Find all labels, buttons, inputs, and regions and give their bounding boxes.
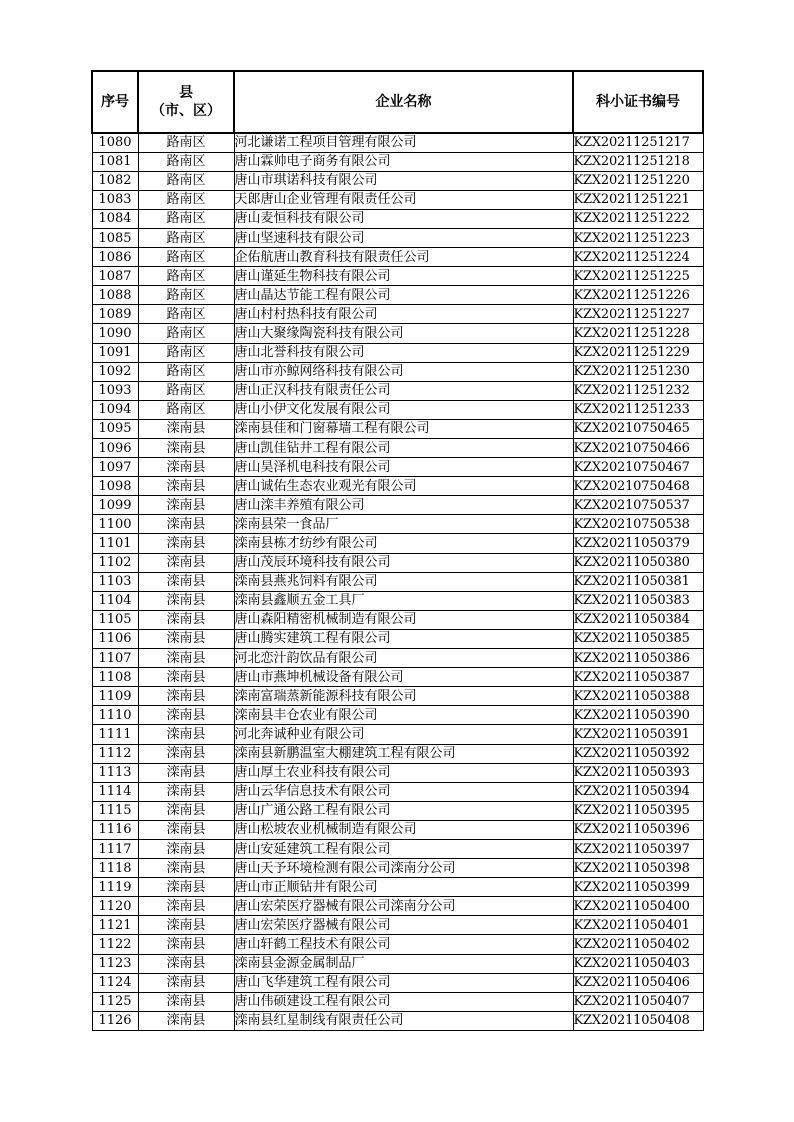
table-row [92,629,703,648]
row-index: 1095 [92,419,138,438]
table-row [92,439,703,458]
table-row [92,591,703,610]
row-county: 滦南县 [138,782,234,801]
row-index: 1111 [92,725,138,744]
row-cert-number: KZX20211050397 [573,839,703,858]
row-company-name: 滦南县栋才纺纱有限公司 [234,534,573,553]
row-index: 1096 [92,439,138,458]
header-county-line1: 县 [179,85,193,101]
row-company-name: 唐山坚速科技有限公司 [234,228,573,247]
row-company-name: 唐山小伊文化发展有限公司 [234,400,573,419]
table-row [92,553,703,572]
row-index: 1116 [92,820,138,839]
header-company: 企业名称 [234,71,573,133]
row-cert-number: KZX20211050386 [573,649,703,668]
row-county: 路南区 [138,133,234,152]
row-company-name: 唐山宏荣医疗器械有限公司 [234,916,573,935]
row-company-name: 唐山飞华建筑工程有限公司 [234,973,573,992]
row-company-name: 唐山森阳精密机械制造有限公司 [234,610,573,629]
row-index: 1084 [92,209,138,228]
table-row [92,324,703,343]
table-row [92,916,703,935]
row-cert-number: KZX20211050390 [573,706,703,725]
header-index: 序号 [92,71,138,133]
row-cert-number: KZX20211050396 [573,820,703,839]
row-index: 1125 [92,992,138,1011]
table-row [92,228,703,247]
row-index: 1105 [92,610,138,629]
row-county: 路南区 [138,286,234,305]
row-cert-number: KZX20211050387 [573,668,703,687]
table-row [92,152,703,171]
row-index: 1123 [92,954,138,973]
table-row [92,668,703,687]
row-company-name: 滦南县金源金属制品厂 [234,954,573,973]
row-company-name: 唐山霖帅电子商务有限公司 [234,152,573,171]
row-county: 滦南县 [138,916,234,935]
row-county: 滦南县 [138,839,234,858]
row-cert-number: KZX20210750466 [573,439,703,458]
row-index: 1101 [92,534,138,553]
row-county: 滦南县 [138,534,234,553]
row-index: 1106 [92,629,138,648]
row-company-name: 滦南县荣一食品厂 [234,515,573,534]
row-cert-number: KZX20211251229 [573,343,703,362]
row-index: 1100 [92,515,138,534]
row-cert-number: KZX20211050395 [573,801,703,820]
table-row [92,496,703,515]
row-index: 1080 [92,133,138,152]
row-index: 1087 [92,267,138,286]
row-cert-number: KZX20211050388 [573,687,703,706]
header-county-line2: （市、区） [151,103,221,119]
row-company-name: 唐山宏荣医疗器械有限公司滦南分公司 [234,897,573,916]
row-county: 滦南县 [138,629,234,648]
row-county: 路南区 [138,171,234,190]
table-row [92,458,703,477]
row-index: 1108 [92,668,138,687]
row-company-name: 唐山晶达节能工程有限公司 [234,286,573,305]
table-row [92,878,703,897]
row-county: 滦南县 [138,935,234,954]
table-row [92,744,703,763]
table-row [92,267,703,286]
row-company-name: 滦南县鑫顺五金工具厂 [234,591,573,610]
row-county: 路南区 [138,305,234,324]
row-cert-number: KZX20211050401 [573,916,703,935]
table-row [92,935,703,954]
row-company-name: 唐山村村热科技有限公司 [234,305,573,324]
row-index: 1083 [92,190,138,209]
row-index: 1113 [92,763,138,782]
row-cert-number: KZX20211050408 [573,1011,703,1030]
row-county: 滦南县 [138,763,234,782]
row-company-name: 河北谦诺工程项目管理有限公司 [234,133,573,152]
row-index: 1110 [92,706,138,725]
row-company-name: 唐山麦恒科技有限公司 [234,209,573,228]
row-county: 滦南县 [138,1011,234,1030]
row-index: 1118 [92,859,138,878]
row-cert-number: KZX20211050384 [573,610,703,629]
row-county: 滦南县 [138,973,234,992]
row-county: 滦南县 [138,687,234,706]
row-company-name: 唐山市琪诺科技有限公司 [234,171,573,190]
row-cert-number: KZX20210750467 [573,458,703,477]
row-county: 路南区 [138,228,234,247]
row-cert-number: KZX20211050402 [573,935,703,954]
row-county: 滦南县 [138,744,234,763]
row-cert-number: KZX20211251218 [573,152,703,171]
table-body [92,133,703,1030]
table-row [92,248,703,267]
row-company-name: 唐山大聚缘陶瓷科技有限公司 [234,324,573,343]
row-county: 滦南县 [138,725,234,744]
row-county: 滦南县 [138,820,234,839]
row-county: 路南区 [138,152,234,171]
row-index: 1092 [92,362,138,381]
row-index: 1089 [92,305,138,324]
table-row [92,381,703,400]
table-row [92,133,703,152]
row-company-name: 唐山市正顺钻井有限公司 [234,878,573,897]
row-cert-number: KZX20211050381 [573,572,703,591]
row-index: 1085 [92,228,138,247]
row-county: 滦南县 [138,897,234,916]
row-cert-number: KZX20211251226 [573,286,703,305]
row-index: 1104 [92,591,138,610]
row-county: 滦南县 [138,610,234,629]
table-row [92,477,703,496]
row-company-name: 天郎唐山企业管理有限责任公司 [234,190,573,209]
table-row [92,725,703,744]
row-county: 滦南县 [138,458,234,477]
row-county: 滦南县 [138,553,234,572]
row-cert-number: KZX20210750537 [573,496,703,515]
row-cert-number: KZX20211251230 [573,362,703,381]
row-county: 滦南县 [138,706,234,725]
header-cert: 科小证书编号 [573,71,703,133]
row-index: 1107 [92,649,138,668]
row-company-name: 唐山云华信息技术有限公司 [234,782,573,801]
row-county: 滦南县 [138,649,234,668]
table-row [92,973,703,992]
table-row [92,515,703,534]
row-county: 路南区 [138,267,234,286]
row-company-name: 唐山伟硕建设工程有限公司 [234,992,573,1011]
row-index: 1117 [92,839,138,858]
row-cert-number: KZX20211050394 [573,782,703,801]
table-row [92,419,703,438]
table-row [92,782,703,801]
row-index: 1119 [92,878,138,897]
row-company-name: 唐山诚佑生态农业观光有限公司 [234,477,573,496]
row-cert-number: KZX20211050400 [573,897,703,916]
table-row [92,954,703,973]
row-cert-number: KZX20211251233 [573,400,703,419]
row-index: 1103 [92,572,138,591]
table-row [92,209,703,228]
row-cert-number: KZX20211251223 [573,228,703,247]
row-index: 1093 [92,381,138,400]
table-row [92,820,703,839]
row-county: 路南区 [138,362,234,381]
row-index: 1091 [92,343,138,362]
row-index: 1120 [92,897,138,916]
row-index: 1109 [92,687,138,706]
row-company-name: 唐山轩鹤工程技术有限公司 [234,935,573,954]
row-index: 1102 [92,553,138,572]
row-cert-number: KZX20210750465 [573,419,703,438]
row-company-name: 唐山凯佳钻井工程有限公司 [234,439,573,458]
row-index: 1124 [92,973,138,992]
row-county: 滦南县 [138,878,234,897]
row-cert-number: KZX20211251224 [573,248,703,267]
table-row [92,286,703,305]
row-company-name: 唐山北誉科技有限公司 [234,343,573,362]
table-row [92,839,703,858]
row-index: 1098 [92,477,138,496]
row-company-name: 滦南县燕兆饲料有限公司 [234,572,573,591]
row-county: 路南区 [138,324,234,343]
row-index: 1094 [92,400,138,419]
row-county: 滦南县 [138,992,234,1011]
row-county: 路南区 [138,190,234,209]
row-company-name: 唐山市亦鲸网络科技有限公司 [234,362,573,381]
row-cert-number: KZX20211050391 [573,725,703,744]
row-company-name: 唐山茂辰环境科技有限公司 [234,553,573,572]
row-company-name: 滦南县丰仓农业有限公司 [234,706,573,725]
table-row [92,305,703,324]
row-company-name: 唐山市燕坤机械设备有限公司 [234,668,573,687]
row-company-name: 唐山天予环境检测有限公司滦南分公司 [234,859,573,878]
row-index: 1082 [92,171,138,190]
row-index: 1112 [92,744,138,763]
row-county: 滦南县 [138,954,234,973]
row-county: 滦南县 [138,859,234,878]
row-cert-number: KZX20211050403 [573,954,703,973]
row-county: 滦南县 [138,668,234,687]
row-county: 路南区 [138,209,234,228]
row-index: 1126 [92,1011,138,1030]
table-row [92,610,703,629]
row-cert-number: KZX20211251217 [573,133,703,152]
table-row [92,400,703,419]
table-row [92,649,703,668]
row-cert-number: KZX20211050393 [573,763,703,782]
table-row [92,534,703,553]
row-cert-number: KZX20211251227 [573,305,703,324]
row-company-name: 滦南县佳和门窗幕墙工程有限公司 [234,419,573,438]
row-index: 1114 [92,782,138,801]
row-company-name: 河北奔诚种业有限公司 [234,725,573,744]
row-index: 1086 [92,248,138,267]
row-company-name: 滦南富瑞蒸新能源科技有限公司 [234,687,573,706]
row-county: 滦南县 [138,591,234,610]
table-row [92,687,703,706]
row-company-name: 唐山滦丰养殖有限公司 [234,496,573,515]
header-county [138,71,234,133]
row-index: 1115 [92,801,138,820]
company-certificate-table [91,70,704,1031]
row-company-name: 河北恋汁韵饮品有限公司 [234,649,573,668]
header-row [92,71,703,133]
table-row [92,706,703,725]
row-cert-number: KZX20211050383 [573,591,703,610]
table-header [92,71,703,133]
row-company-name: 唐山厚土农业科技有限公司 [234,763,573,782]
row-cert-number: KZX20210750538 [573,515,703,534]
row-cert-number: KZX20211050398 [573,859,703,878]
table-row [92,801,703,820]
row-index: 1122 [92,935,138,954]
row-index: 1097 [92,458,138,477]
row-county: 滦南县 [138,477,234,496]
row-cert-number: KZX20211050399 [573,878,703,897]
row-index: 1099 [92,496,138,515]
row-cert-number: KZX20211050407 [573,992,703,1011]
row-county: 滦南县 [138,801,234,820]
row-company-name: 唐山松坡农业机械制造有限公司 [234,820,573,839]
row-cert-number: KZX20211050406 [573,973,703,992]
row-company-name: 唐山谨延生物科技有限公司 [234,267,573,286]
table-row [92,343,703,362]
row-company-name: 唐山昊泽机电科技有限公司 [234,458,573,477]
row-county: 滦南县 [138,439,234,458]
row-cert-number: KZX20211251222 [573,209,703,228]
row-company-name: 滦南县新鹏温室大棚建筑工程有限公司 [234,744,573,763]
row-county: 路南区 [138,248,234,267]
table-row [92,859,703,878]
row-cert-number: KZX20211251232 [573,381,703,400]
table-row [92,992,703,1011]
row-cert-number: KZX20211251228 [573,324,703,343]
row-cert-number: KZX20211251225 [573,267,703,286]
table-row [92,1011,703,1030]
row-cert-number: KZX20211050379 [573,534,703,553]
row-county: 滦南县 [138,515,234,534]
row-county: 滦南县 [138,496,234,515]
row-county: 滦南县 [138,419,234,438]
table-row [92,362,703,381]
row-cert-number: KZX20211050392 [573,744,703,763]
table-row [92,572,703,591]
row-cert-number: KZX20211050380 [573,553,703,572]
row-cert-number: KZX20211050385 [573,629,703,648]
row-index: 1121 [92,916,138,935]
row-cert-number: KZX20210750468 [573,477,703,496]
table-row [92,763,703,782]
table-row [92,190,703,209]
row-company-name: 唐山安延建筑工程有限公司 [234,839,573,858]
row-company-name: 滦南县红星制线有限责任公司 [234,1011,573,1030]
row-index: 1088 [92,286,138,305]
table-row [92,171,703,190]
row-company-name: 企佑航唐山教育科技有限责任公司 [234,248,573,267]
row-company-name: 唐山广通公路工程有限公司 [234,801,573,820]
row-company-name: 唐山正汉科技有限责任公司 [234,381,573,400]
row-county: 路南区 [138,343,234,362]
row-index: 1090 [92,324,138,343]
row-county: 路南区 [138,381,234,400]
row-cert-number: KZX20211251221 [573,190,703,209]
row-county: 滦南县 [138,572,234,591]
row-cert-number: KZX20211251220 [573,171,703,190]
row-county: 路南区 [138,400,234,419]
row-company-name: 唐山腾实建筑工程有限公司 [234,629,573,648]
row-index: 1081 [92,152,138,171]
table-row [92,897,703,916]
